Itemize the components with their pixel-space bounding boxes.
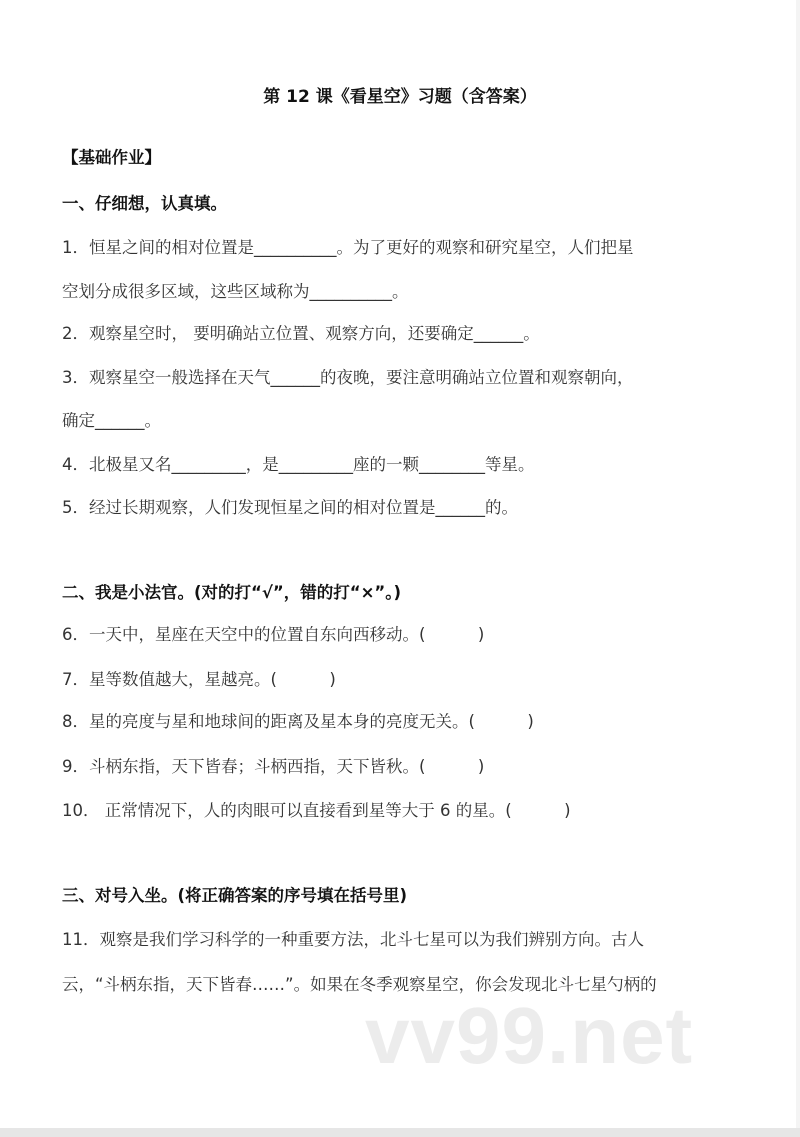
question-5: 5．经过长期观察，人们发现恒星之间的相对位置是______的。: [62, 498, 518, 517]
answer-parentheses: ( ): [468, 712, 534, 731]
question-9: [62, 756, 484, 778]
question-11-line-1: 11．观察是我们学习科学的一种重要方法，北斗七星可以为我们辨别方向。古人: [62, 930, 644, 949]
question-8: [62, 711, 534, 733]
question-text: 8．星的亮度与星和地球间的距离及星本身的亮度无关。: [62, 712, 469, 731]
answer-parentheses: ( ): [419, 757, 485, 776]
question-7: [62, 669, 336, 691]
question-1-line-1: 1．恒星之间的相对位置是__________。为了更好的观察和研究星空，人们把星: [62, 238, 634, 257]
page-title: 第 12 课《看星空》习题（含答案）: [263, 87, 537, 107]
part2-heading: 二、我是小法官。(对的打“√”，错的打“×”。): [62, 583, 402, 602]
answer-parentheses: ( ): [505, 801, 571, 820]
section-label: 【基础作业】: [62, 148, 161, 167]
answer-parentheses: ( ): [270, 670, 336, 689]
question-11-line-2: 云，“斗柄东指，天下皆春……”。如果在冬季观察星空，你会发现北斗七星勺柄的: [62, 975, 657, 994]
question-text: 10． 正常情况下，人的肉眼可以直接看到星等大于 6 的星。: [62, 801, 506, 820]
page-edge: [796, 0, 800, 1128]
page-bottom-border: [0, 1128, 800, 1137]
question-4: 4．北极星又名_________，是_________座的一颗________等星。: [62, 455, 535, 474]
question-2: 2．观察星空时， 要明确站立位置、观察方向，还要确定______。: [62, 324, 540, 343]
question-text: 9．斗柄东指，天下皆春；斗柄西指，天下皆秋。: [62, 757, 419, 776]
question-text: 7．星等数值越大，星越亮。: [62, 670, 271, 689]
watermark: vv99.net: [365, 991, 694, 1080]
question-3-line-2: 确定______。: [62, 411, 161, 430]
part3-heading: 三、对号入坐。(将正确答案的序号填在括号里): [62, 886, 408, 905]
question-1-line-2: 空划分成很多区域，这些区域称为__________。: [62, 282, 409, 301]
question-6: [62, 624, 484, 646]
answer-parentheses: ( ): [419, 625, 485, 644]
question-10: [62, 800, 571, 822]
part1-heading: 一、仔细想，认真填。: [62, 194, 227, 213]
question-3-line-1: 3．观察星空一般选择在天气______的夜晚，要注意明确站立位置和观察朝向，: [62, 368, 634, 387]
question-text: 6．一天中，星座在天空中的位置自东向西移动。: [62, 625, 419, 644]
